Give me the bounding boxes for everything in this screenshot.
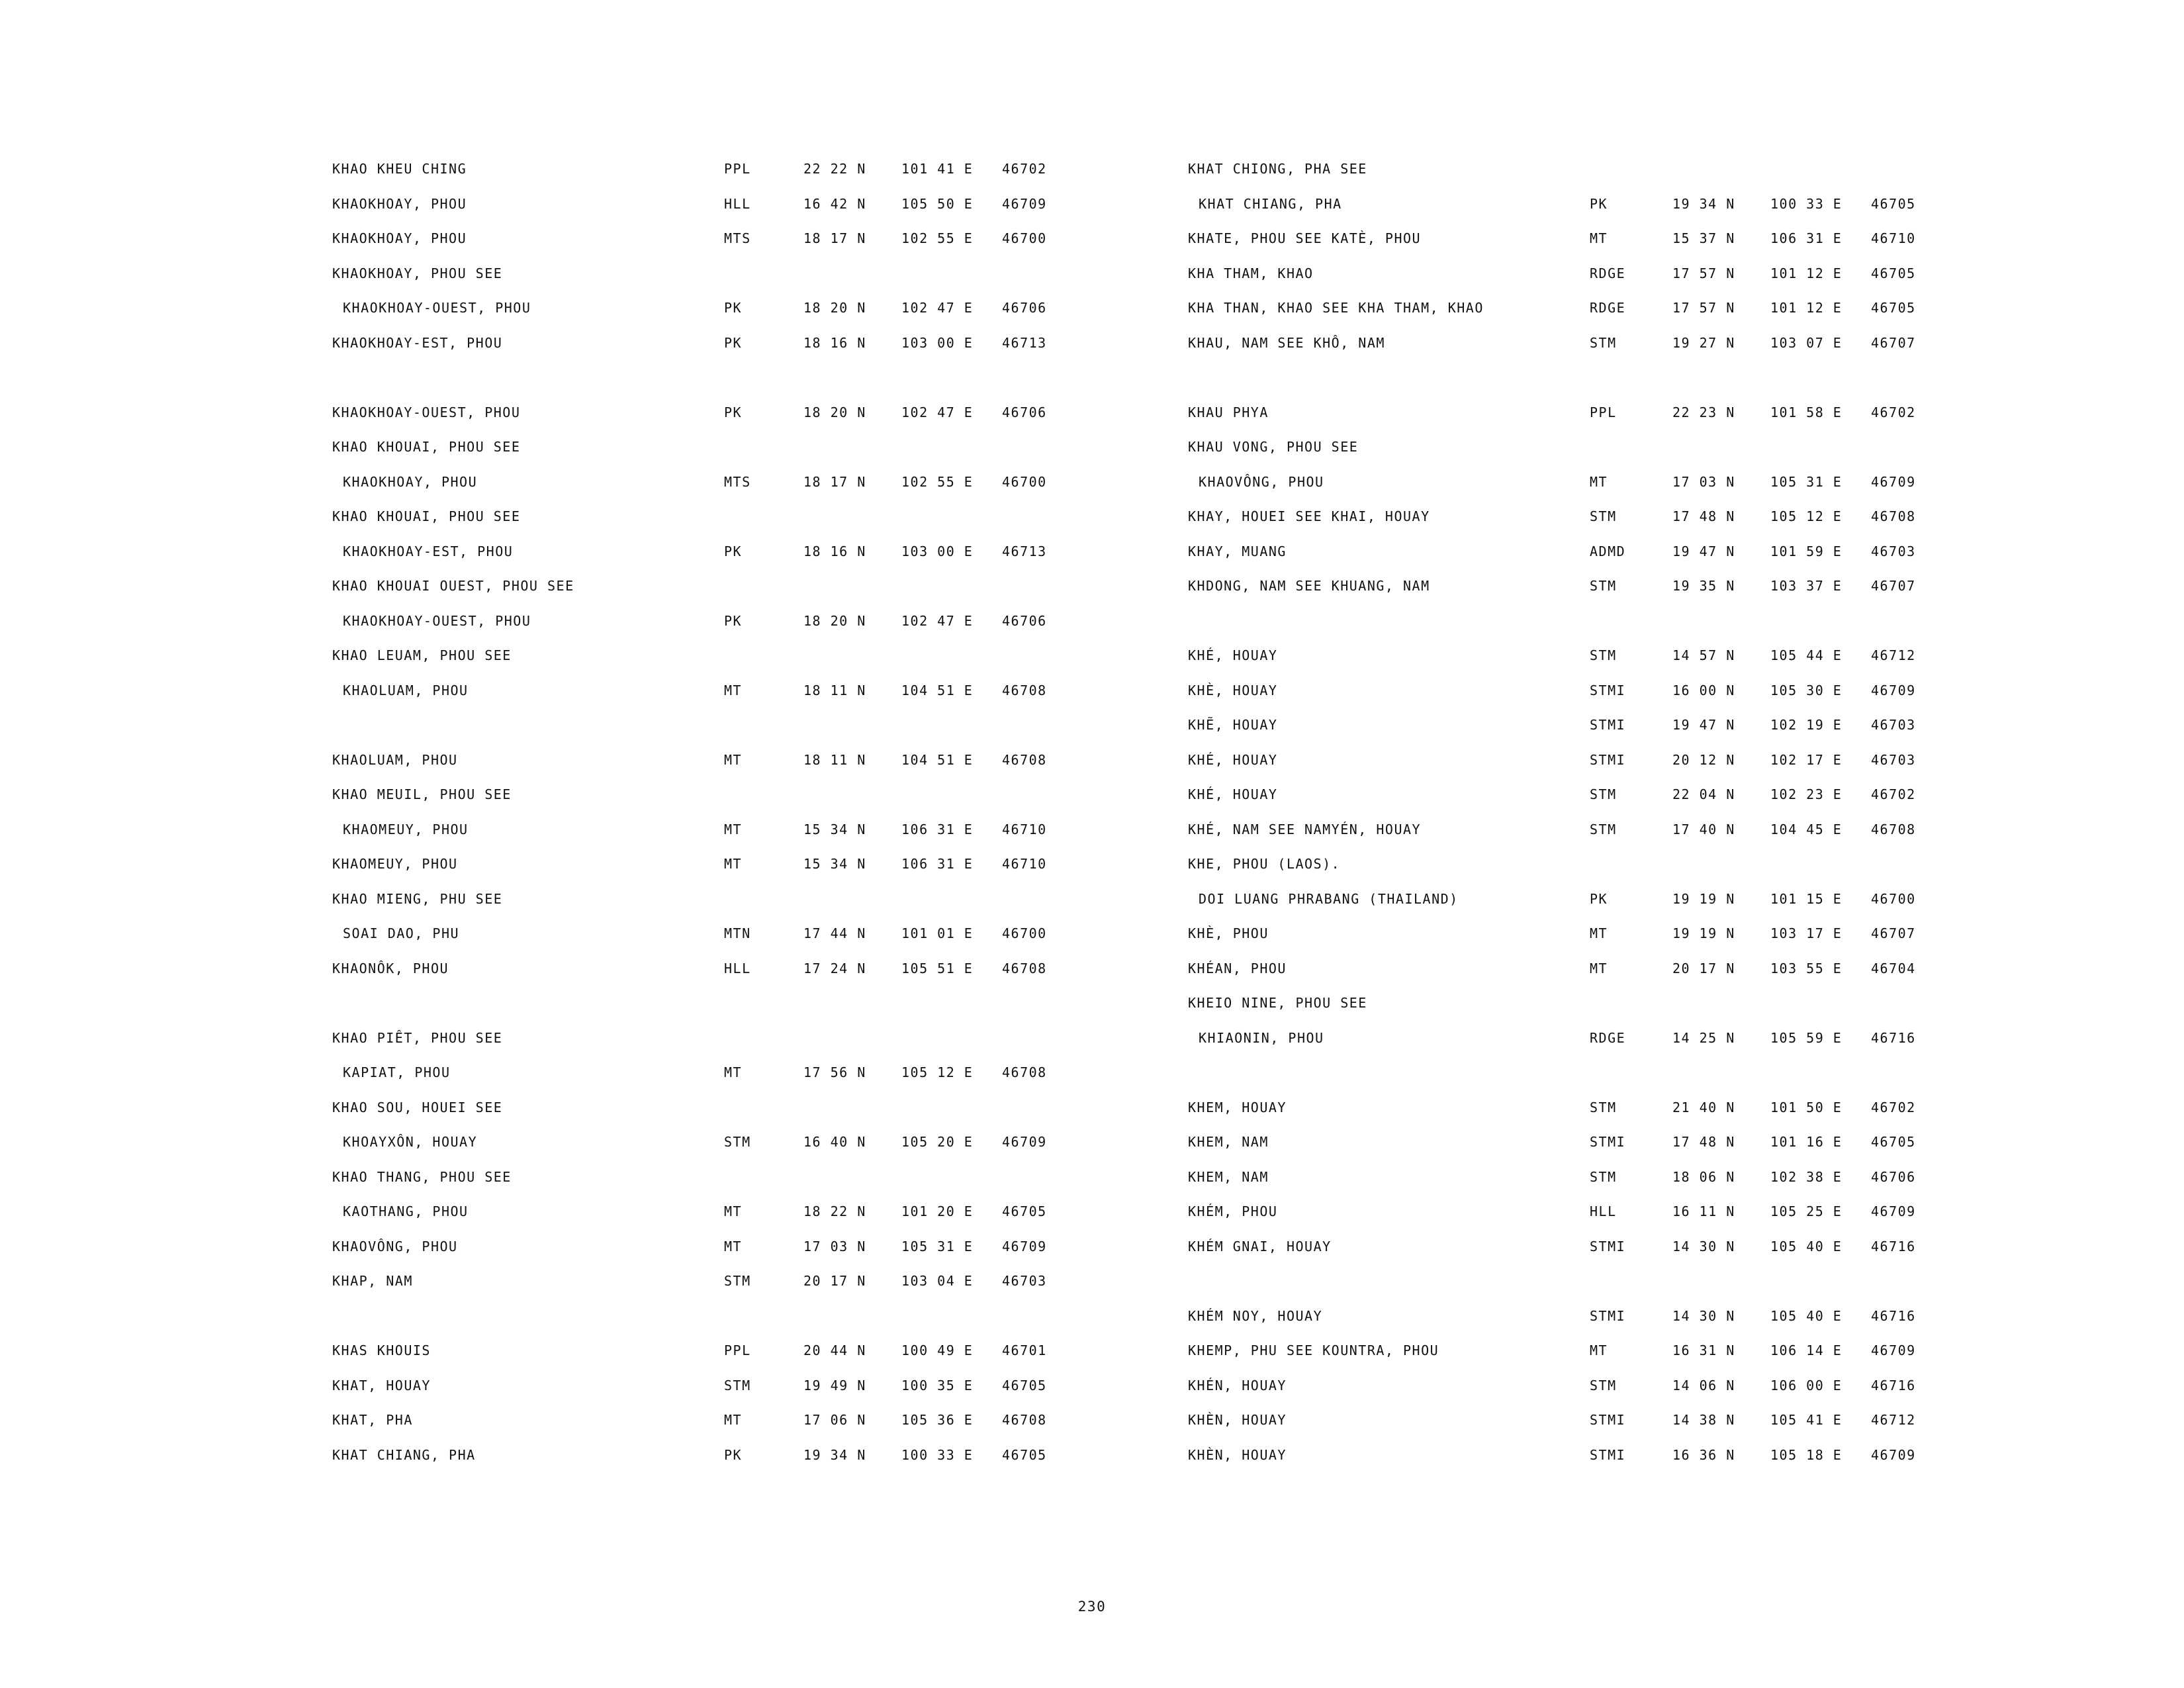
- place-name: KHAT CHIONG, PHA SEE: [1188, 161, 1367, 177]
- latitude: 16 36 N: [1672, 1446, 1735, 1463]
- feature-code: STM: [724, 1273, 751, 1289]
- sheet-number: 46703: [1002, 1273, 1047, 1289]
- place-name: KHAO LEUAM, PHOU SEE: [332, 647, 512, 663]
- sheet-number: 46709: [1871, 1446, 1916, 1463]
- sheet-number: 46705: [1871, 195, 1916, 212]
- latitude: 15 34 N: [803, 856, 866, 872]
- latitude: 14 30 N: [1672, 1238, 1735, 1254]
- place-name: KHAO SOU, HOUEI SEE: [332, 1099, 503, 1115]
- feature-code: PK: [724, 543, 743, 559]
- feature-code: STM: [1590, 821, 1617, 837]
- feature-code: HLL: [1590, 1203, 1617, 1219]
- latitude: 17 48 N: [1672, 508, 1735, 524]
- longitude: 105 59 E: [1770, 1029, 1843, 1046]
- longitude: 106 00 E: [1770, 1377, 1843, 1393]
- place-name: KHEIO NINE, PHOU SEE: [1188, 995, 1367, 1011]
- latitude: 17 03 N: [1672, 473, 1735, 490]
- sheet-number: 46703: [1871, 543, 1916, 559]
- sheet-number: 46709: [1871, 1342, 1916, 1358]
- longitude: 105 30 E: [1770, 682, 1843, 698]
- place-name: KHÉ, HOUAY: [1188, 751, 1278, 768]
- longitude: 105 51 E: [901, 960, 974, 976]
- place-name: KHIAONIN, PHOU: [1199, 1029, 1324, 1046]
- sheet-number: 46708: [1002, 960, 1047, 976]
- latitude: 17 48 N: [1672, 1134, 1735, 1150]
- place-name: KHAU, NAM SEE KHÔ, NAM: [1188, 334, 1385, 351]
- sheet-number: 46708: [1002, 682, 1047, 698]
- latitude: 14 30 N: [1672, 1307, 1735, 1324]
- feature-code: MT: [1590, 1342, 1608, 1358]
- place-name: KHÉ, HOUAY: [1188, 647, 1278, 663]
- feature-code: HLL: [724, 960, 751, 976]
- feature-code: STM: [1590, 786, 1617, 802]
- latitude: 22 22 N: [803, 161, 866, 177]
- sheet-number: 46706: [1002, 404, 1047, 420]
- place-name: KAOTHANG, PHOU: [343, 1203, 469, 1219]
- feature-code: MT: [1590, 925, 1608, 941]
- latitude: 16 31 N: [1672, 1342, 1735, 1358]
- feature-code: MT: [724, 751, 743, 768]
- longitude: 104 51 E: [901, 682, 974, 698]
- latitude: 17 56 N: [803, 1064, 866, 1080]
- feature-code: MT: [724, 1064, 743, 1080]
- place-name: KHAO MEUIL, PHOU SEE: [332, 786, 512, 802]
- sheet-number: 46700: [1002, 230, 1047, 246]
- feature-code: STM: [1590, 1377, 1617, 1393]
- longitude: 102 47 E: [901, 300, 974, 316]
- place-name: KHAU VONG, PHOU SEE: [1188, 439, 1359, 455]
- longitude: 106 31 E: [901, 856, 974, 872]
- place-name: KHÈN, HOUAY: [1188, 1412, 1287, 1428]
- feature-code: RDGE: [1590, 300, 1626, 316]
- longitude: 101 59 E: [1770, 543, 1843, 559]
- feature-code: MT: [724, 821, 743, 837]
- latitude: 17 57 N: [1672, 300, 1735, 316]
- longitude: 105 41 E: [1770, 1412, 1843, 1428]
- latitude: 17 57 N: [1672, 265, 1735, 281]
- latitude: 19 47 N: [1672, 717, 1735, 733]
- longitude: 101 12 E: [1770, 300, 1843, 316]
- longitude: 103 07 E: [1770, 334, 1843, 351]
- longitude: 105 36 E: [901, 1412, 974, 1428]
- place-name: KHAY, HOUEI SEE KHAI, HOUAY: [1188, 508, 1430, 524]
- sheet-number: 46706: [1871, 1168, 1916, 1185]
- latitude: 18 17 N: [803, 230, 866, 246]
- longitude: 100 35 E: [901, 1377, 974, 1393]
- place-name: KHAONÔK, PHOU: [332, 960, 449, 976]
- sheet-number: 46712: [1871, 1412, 1916, 1428]
- feature-code: STM: [724, 1377, 751, 1393]
- sheet-number: 46713: [1002, 543, 1047, 559]
- latitude: 17 06 N: [803, 1412, 866, 1428]
- sheet-number: 46702: [1871, 1099, 1916, 1115]
- place-name: DOI LUANG PHRABANG (THAILAND): [1199, 890, 1459, 907]
- place-name: KHAOLUAM, PHOU: [343, 682, 469, 698]
- feature-code: STMI: [1590, 1446, 1626, 1463]
- latitude: 18 17 N: [803, 473, 866, 490]
- sheet-number: 46703: [1871, 717, 1916, 733]
- sheet-number: 46708: [1002, 1412, 1047, 1428]
- place-name: KHAOKHOAY-EST, PHOU: [343, 543, 514, 559]
- latitude: 14 57 N: [1672, 647, 1735, 663]
- sheet-number: 46705: [1871, 300, 1916, 316]
- place-name: KHAOMEUY, PHOU: [332, 856, 458, 872]
- longitude: 103 37 E: [1770, 578, 1843, 594]
- place-name: KHAOMEUY, PHOU: [343, 821, 469, 837]
- longitude: 102 17 E: [1770, 751, 1843, 768]
- place-name: KHAO MIENG, PHU SEE: [332, 890, 503, 907]
- place-name: KHAO KHOUAI, PHOU SEE: [332, 439, 521, 455]
- feature-code: PPL: [724, 161, 751, 177]
- latitude: 19 19 N: [1672, 890, 1735, 907]
- place-name: KHATE, PHOU SEE KATÈ, PHOU: [1188, 230, 1422, 246]
- longitude: 105 20 E: [901, 1134, 974, 1150]
- longitude: 103 00 E: [901, 543, 974, 559]
- feature-code: PK: [724, 612, 743, 629]
- feature-code: STMI: [1590, 717, 1626, 733]
- latitude: 18 11 N: [803, 682, 866, 698]
- place-name: KHÉM, PHOU: [1188, 1203, 1278, 1219]
- longitude: 102 23 E: [1770, 786, 1843, 802]
- place-name: KHAO PIÊT, PHOU SEE: [332, 1029, 503, 1046]
- feature-code: STMI: [1590, 682, 1626, 698]
- sheet-number: 46705: [1871, 1134, 1916, 1150]
- sheet-number: 46708: [1871, 508, 1916, 524]
- latitude: 22 23 N: [1672, 404, 1735, 420]
- longitude: 101 01 E: [901, 925, 974, 941]
- feature-code: MTS: [724, 230, 751, 246]
- feature-code: MT: [1590, 960, 1608, 976]
- place-name: KHAOKHOAY-OUEST, PHOU: [332, 404, 521, 420]
- place-name: KHAOKHOAY-OUEST, PHOU: [343, 300, 531, 316]
- sheet-number: 46707: [1871, 334, 1916, 351]
- feature-code: STM: [1590, 508, 1617, 524]
- longitude: 105 31 E: [901, 1238, 974, 1254]
- longitude: 101 15 E: [1770, 890, 1843, 907]
- feature-code: MT: [1590, 230, 1608, 246]
- latitude: 19 49 N: [803, 1377, 866, 1393]
- feature-code: RDGE: [1590, 1029, 1626, 1046]
- latitude: 14 38 N: [1672, 1412, 1735, 1428]
- place-name: KHAOKHOAY, PHOU: [332, 230, 467, 246]
- sheet-number: 46709: [1002, 195, 1047, 212]
- latitude: 17 03 N: [803, 1238, 866, 1254]
- latitude: 14 06 N: [1672, 1377, 1735, 1393]
- sheet-number: 46708: [1002, 1064, 1047, 1080]
- longitude: 102 47 E: [901, 404, 974, 420]
- feature-code: STM: [1590, 1168, 1617, 1185]
- sheet-number: 46709: [1002, 1134, 1047, 1150]
- latitude: 19 34 N: [803, 1446, 866, 1463]
- place-name: KHE, PHOU (LAOS).: [1188, 856, 1341, 872]
- latitude: 19 47 N: [1672, 543, 1735, 559]
- latitude: 15 37 N: [1672, 230, 1735, 246]
- place-name: KHAOVÔNG, PHOU: [1199, 473, 1324, 490]
- place-name: KHÈ, HOUAY: [1188, 682, 1278, 698]
- place-name: KHÉ, NAM SEE NAMYÉN, HOUAY: [1188, 821, 1422, 837]
- sheet-number: 46716: [1871, 1307, 1916, 1324]
- longitude: 105 44 E: [1770, 647, 1843, 663]
- sheet-number: 46705: [1002, 1377, 1047, 1393]
- feature-code: MTS: [724, 473, 751, 490]
- longitude: 104 45 E: [1770, 821, 1843, 837]
- place-name: KHÉM NOY, HOUAY: [1188, 1307, 1323, 1324]
- feature-code: PPL: [1590, 404, 1617, 420]
- place-name: KHA THAM, KHAO: [1188, 265, 1314, 281]
- sheet-number: 46708: [1871, 821, 1916, 837]
- latitude: 16 40 N: [803, 1134, 866, 1150]
- feature-code: STMI: [1590, 1412, 1626, 1428]
- place-name: KHAO KHOUAI, PHOU SEE: [332, 508, 521, 524]
- feature-code: MT: [724, 856, 743, 872]
- latitude: 14 25 N: [1672, 1029, 1735, 1046]
- longitude: 102 38 E: [1770, 1168, 1843, 1185]
- sheet-number: 46713: [1002, 334, 1047, 351]
- feature-code: PK: [1590, 195, 1608, 212]
- feature-code: STMI: [1590, 1238, 1626, 1254]
- sheet-number: 46700: [1002, 925, 1047, 941]
- sheet-number: 46703: [1871, 751, 1916, 768]
- place-name: KHOAYXÔN, HOUAY: [343, 1134, 478, 1150]
- place-name: KHAOVÔNG, PHOU: [332, 1238, 458, 1254]
- place-name: KHÉM GNAI, HOUAY: [1188, 1238, 1332, 1254]
- longitude: 101 12 E: [1770, 265, 1843, 281]
- longitude: 101 20 E: [901, 1203, 974, 1219]
- feature-code: PPL: [724, 1342, 751, 1358]
- sheet-number: 46710: [1002, 856, 1047, 872]
- longitude: 105 12 E: [901, 1064, 974, 1080]
- sheet-number: 46702: [1002, 161, 1047, 177]
- latitude: 18 16 N: [803, 543, 866, 559]
- feature-code: STM: [1590, 334, 1617, 351]
- latitude: 20 44 N: [803, 1342, 866, 1358]
- longitude: 104 51 E: [901, 751, 974, 768]
- place-name: KHAU PHYA: [1188, 404, 1269, 420]
- sheet-number: 46702: [1871, 786, 1916, 802]
- place-name: KHA THAN, KHAO SEE KHA THAM, KHAO: [1188, 300, 1484, 316]
- longitude: 103 00 E: [901, 334, 974, 351]
- feature-code: MT: [724, 682, 743, 698]
- place-name: KHDONG, NAM SEE KHUANG, NAM: [1188, 578, 1430, 594]
- feature-code: ADMD: [1590, 543, 1626, 559]
- longitude: 105 40 E: [1770, 1307, 1843, 1324]
- feature-code: STM: [1590, 647, 1617, 663]
- latitude: 19 19 N: [1672, 925, 1735, 941]
- place-name: KHEM, NAM: [1188, 1168, 1269, 1185]
- sheet-number: 46700: [1871, 890, 1916, 907]
- sheet-number: 46707: [1871, 578, 1916, 594]
- place-name: KHAOKHOAY-EST, PHOU: [332, 334, 503, 351]
- place-name: KHAO KHOUAI OUEST, PHOU SEE: [332, 578, 574, 594]
- longitude: 105 31 E: [1770, 473, 1843, 490]
- sheet-number: 46702: [1871, 404, 1916, 420]
- longitude: 101 41 E: [901, 161, 974, 177]
- feature-code: STMI: [1590, 751, 1626, 768]
- place-name: KHÈN, HOUAY: [1188, 1446, 1287, 1463]
- place-name: KHAT, PHA: [332, 1412, 413, 1428]
- feature-code: STM: [1590, 1099, 1617, 1115]
- place-name: KHÉ, HOUAY: [1188, 786, 1278, 802]
- sheet-number: 46705: [1002, 1203, 1047, 1219]
- latitude: 16 11 N: [1672, 1203, 1735, 1219]
- latitude: 22 04 N: [1672, 786, 1735, 802]
- latitude: 20 17 N: [803, 1273, 866, 1289]
- latitude: 18 20 N: [803, 612, 866, 629]
- sheet-number: 46708: [1002, 751, 1047, 768]
- feature-code: RDGE: [1590, 265, 1626, 281]
- sheet-number: 46710: [1002, 821, 1047, 837]
- place-name: KHAOKHOAY, PHOU: [343, 473, 478, 490]
- place-name: KHAT CHIANG, PHA: [1199, 195, 1342, 212]
- feature-code: MT: [724, 1203, 743, 1219]
- sheet-number: 46709: [1002, 1238, 1047, 1254]
- sheet-number: 46707: [1871, 925, 1916, 941]
- place-name: SOAI DAO, PHU: [343, 925, 460, 941]
- place-name: KHAS KHOUIS: [332, 1342, 431, 1358]
- feature-code: PK: [1590, 890, 1608, 907]
- feature-code: STMI: [1590, 1134, 1626, 1150]
- longitude: 105 12 E: [1770, 508, 1843, 524]
- longitude: 100 33 E: [901, 1446, 974, 1463]
- place-name: KHÉN, HOUAY: [1188, 1377, 1287, 1393]
- place-name: KHEM, NAM: [1188, 1134, 1269, 1150]
- latitude: 19 27 N: [1672, 334, 1735, 351]
- longitude: 105 25 E: [1770, 1203, 1843, 1219]
- sheet-number: 46705: [1871, 265, 1916, 281]
- latitude: 15 34 N: [803, 821, 866, 837]
- latitude: 16 00 N: [1672, 682, 1735, 698]
- longitude: 101 58 E: [1770, 404, 1843, 420]
- longitude: 106 31 E: [901, 821, 974, 837]
- feature-code: HLL: [724, 195, 751, 212]
- longitude: 103 55 E: [1770, 960, 1843, 976]
- longitude: 106 14 E: [1770, 1342, 1843, 1358]
- latitude: 18 20 N: [803, 300, 866, 316]
- sheet-number: 46700: [1002, 473, 1047, 490]
- longitude: 103 04 E: [901, 1273, 974, 1289]
- sheet-number: 46704: [1871, 960, 1916, 976]
- latitude: 20 17 N: [1672, 960, 1735, 976]
- sheet-number: 46709: [1871, 473, 1916, 490]
- sheet-number: 46709: [1871, 1203, 1916, 1219]
- latitude: 19 34 N: [1672, 195, 1735, 212]
- longitude: 102 47 E: [901, 612, 974, 629]
- longitude: 100 33 E: [1770, 195, 1843, 212]
- longitude: 102 55 E: [901, 473, 974, 490]
- feature-code: STM: [1590, 578, 1617, 594]
- feature-code: PK: [724, 334, 743, 351]
- latitude: 17 24 N: [803, 960, 866, 976]
- longitude: 102 55 E: [901, 230, 974, 246]
- place-name: KHEM, HOUAY: [1188, 1099, 1287, 1115]
- latitude: 18 11 N: [803, 751, 866, 768]
- longitude: 105 50 E: [901, 195, 974, 212]
- feature-code: PK: [724, 300, 743, 316]
- sheet-number: 46716: [1871, 1238, 1916, 1254]
- feature-code: MT: [724, 1238, 743, 1254]
- page-number: 230: [1077, 1599, 1107, 1615]
- latitude: 20 12 N: [1672, 751, 1735, 768]
- place-name: KHAOKHOAY, PHOU: [332, 195, 467, 212]
- longitude: 100 49 E: [901, 1342, 974, 1358]
- latitude: 18 20 N: [803, 404, 866, 420]
- latitude: 17 40 N: [1672, 821, 1735, 837]
- latitude: 18 06 N: [1672, 1168, 1735, 1185]
- sheet-number: 46710: [1871, 230, 1916, 246]
- longitude: 101 50 E: [1770, 1099, 1843, 1115]
- place-name: KHAO THANG, PHOU SEE: [332, 1168, 512, 1185]
- longitude: 102 19 E: [1770, 717, 1843, 733]
- latitude: 18 22 N: [803, 1203, 866, 1219]
- feature-code: PK: [724, 1446, 743, 1463]
- feature-code: MTN: [724, 925, 751, 941]
- longitude: 105 40 E: [1770, 1238, 1843, 1254]
- sheet-number: 46712: [1871, 647, 1916, 663]
- place-name: KHAT, HOUAY: [332, 1377, 431, 1393]
- sheet-number: 46716: [1871, 1377, 1916, 1393]
- place-name: KAPIAT, PHOU: [343, 1064, 451, 1080]
- sheet-number: 46709: [1871, 682, 1916, 698]
- longitude: 103 17 E: [1770, 925, 1843, 941]
- sheet-number: 46706: [1002, 300, 1047, 316]
- place-name: KHÈ, PHOU: [1188, 925, 1269, 941]
- place-name: KHAT CHIANG, PHA: [332, 1446, 476, 1463]
- feature-code: STMI: [1590, 1307, 1626, 1324]
- longitude: 101 16 E: [1770, 1134, 1843, 1150]
- place-name: KHẼ, HOUAY: [1188, 717, 1278, 733]
- sheet-number: 46701: [1002, 1342, 1047, 1358]
- place-name: KHAP, NAM: [332, 1273, 413, 1289]
- longitude: 106 31 E: [1770, 230, 1843, 246]
- longitude: 105 18 E: [1770, 1446, 1843, 1463]
- place-name: KHAO KHEU CHING: [332, 161, 467, 177]
- feature-code: STM: [724, 1134, 751, 1150]
- sheet-number: 46706: [1002, 612, 1047, 629]
- place-name: KHÉAN, PHOU: [1188, 960, 1287, 976]
- place-name: KHAY, MUANG: [1188, 543, 1287, 559]
- feature-code: PK: [724, 404, 743, 420]
- latitude: 18 16 N: [803, 334, 866, 351]
- sheet-number: 46705: [1002, 1446, 1047, 1463]
- place-name: KHAOLUAM, PHOU: [332, 751, 458, 768]
- latitude: 17 44 N: [803, 925, 866, 941]
- place-name: KHAOKHOAY-OUEST, PHOU: [343, 612, 531, 629]
- place-name: KHAOKHOAY, PHOU SEE: [332, 265, 503, 281]
- latitude: 16 42 N: [803, 195, 866, 212]
- latitude: 19 35 N: [1672, 578, 1735, 594]
- feature-code: MT: [1590, 473, 1608, 490]
- place-name: KHEMP, PHU SEE KOUNTRA, PHOU: [1188, 1342, 1439, 1358]
- sheet-number: 46716: [1871, 1029, 1916, 1046]
- latitude: 21 40 N: [1672, 1099, 1735, 1115]
- feature-code: MT: [724, 1412, 743, 1428]
